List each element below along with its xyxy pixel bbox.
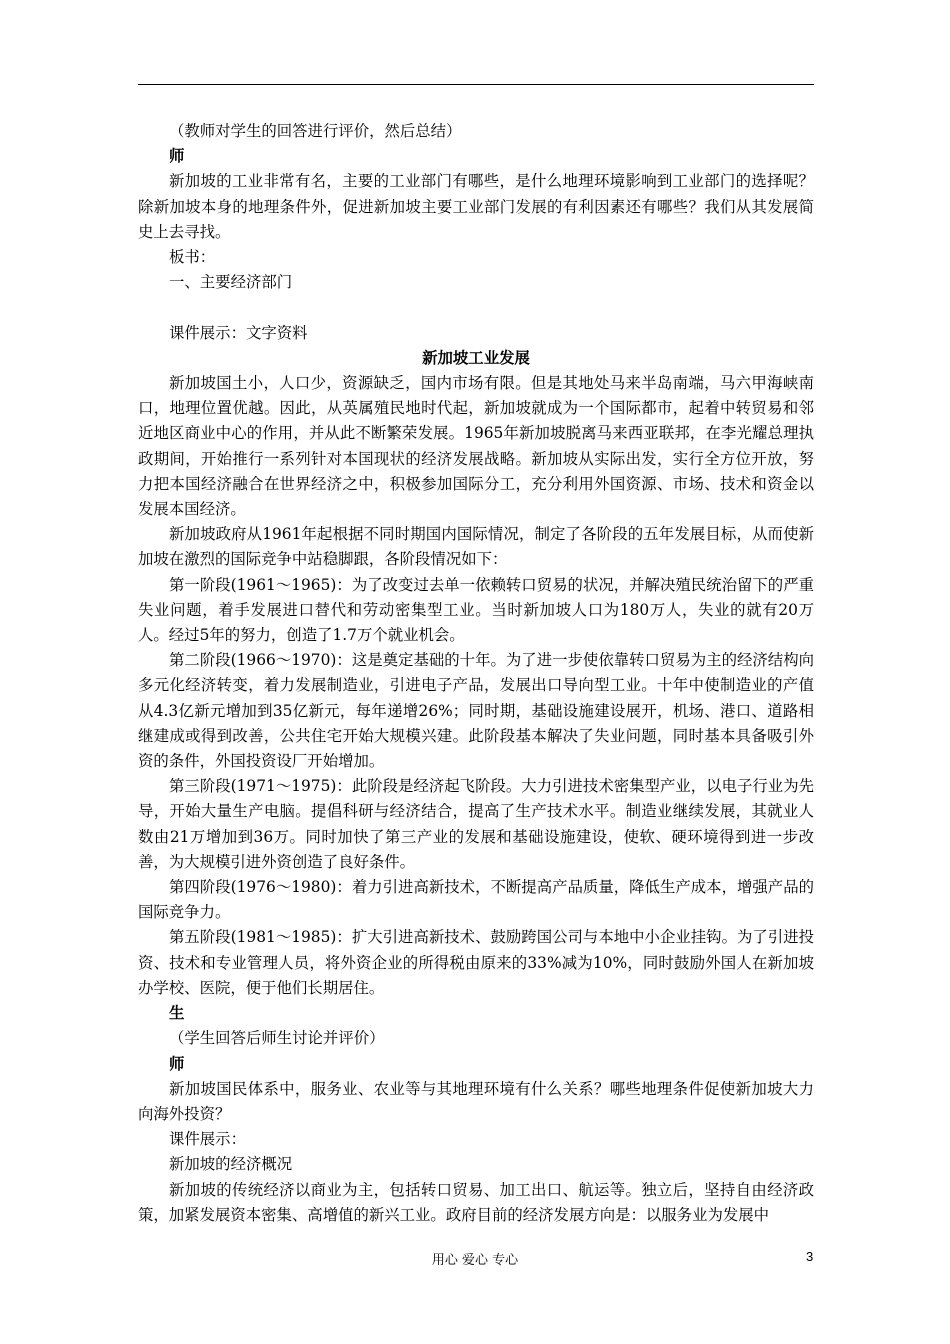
paragraph: 板书： — [169, 248, 216, 267]
paragraph: 新加坡的工业非常有名，主要的工业部门有哪些，是什么地理环境影响到工业部门的选择呢？除新加坡本身的地理条件外，促进新加坡主要工业部门发展的有利因素还有哪些？我们从其发展简史上去寻找。 — [138, 172, 814, 241]
section-title: 新加坡工业发展 — [422, 348, 530, 367]
paragraph: 新加坡国民体系中，服务业、农业等与其地理环境有什么关系？哪些地理条件促使新加坡大力向海外投资？ — [138, 1079, 814, 1123]
speaker-label-teacher: 师 — [169, 147, 185, 166]
paragraph: 新加坡的传统经济以商业为主，包括转口贸易、加工出口、航运等。独立后，坚持自由经济政策，加紧发展资本密集、高增值的新兴工业。政府目前的经济发展方向是：以服务业为发展中 — [138, 1180, 814, 1224]
paragraph: 第三阶段(1971～1975)：此阶段是经济起飞阶段。大力引进技术密集型产业，以电子行业为先导，开始大量生产电脑。提倡科研与经济结合，提高了生产技术水平。制造业继续发展，其就业人数由21万增加到36万。同时加快了第三产业的发展和基础设施建设，使软、硬环境得到进一步改善，为大规模引进外资创造了良好条件。 — [138, 777, 814, 871]
paragraph: 新加坡政府从1961年起根据不同时期国内国际情况，制定了各阶段的五年发展目标，从而使新加坡在激烈的国际竞争中站稳脚跟，各阶段情况如下： — [138, 525, 814, 569]
paragraph: （教师对学生的回答进行评价，然后总结） — [169, 122, 462, 140]
speaker-label-teacher: 师 — [169, 1054, 185, 1073]
paragraph: 课件展示： — [169, 1130, 246, 1149]
header-rule — [138, 84, 814, 85]
page-number: 3 — [806, 1249, 814, 1264]
footer-motto: 用心 爱心 专心 — [431, 1253, 519, 1268]
paragraph: 第四阶段(1976～1980)：着力引进高新技术，不断提高产品质量，降低生产成本，增强产品的国际竞争力。 — [138, 878, 814, 922]
paragraph: 课件展示：文字资料 — [169, 323, 308, 342]
paragraph: 第二阶段(1966～1970)：这是奠定基础的十年。为了进一步使依靠转口贸易为主的经济结构向多元化经济转变，着力发展制造业，引进电子产品，发展出口导向型工业。十年中使制造业的产值从4.3亿新元增加到35亿新元，每年递增26%；同时期，基础设施建设展开，机场、港口、道路相继建成或得到改善，公共住宅开始大规模兴建。此阶段基本解决了失业问题，同时基本具备吸引外资的条件，外国投资设厂开始增加。 — [138, 651, 814, 771]
paragraph: 新加坡国土小，人口少，资源缺乏，国内市场有限。但是其地处马来半岛南端，马六甲海峡南口，地理位置优越。因此，从英属殖民地时代起，新加坡就成为一个国际都市，起着中转贸易和邻近地区商业中心的作用，并从此不断繁荣发展。1965年新加坡脱离马来西亚联邦，在李光耀总理执政期间，开始推行一系列针对本国现状的经济发展战略。新加坡从实际出发，实行全方位开放，努力把本国经济融合在世界经济之中，积极参加国际分工，充分利用外国资源、市场、技术和资金以发展本国经济。 — [138, 374, 814, 519]
spacer — [138, 295, 814, 320]
paragraph: 第五阶段(1981～1985)：扩大引进高新技术、鼓励跨国公司与本地中小企业挂钩。为了引进投资、技术和专业管理人员，将外资企业的所得税由原来的33%减为10%，同时鼓励外国人在新加坡办学校、医院，便于他们长期居住。 — [138, 928, 814, 997]
document-body — [138, 119, 814, 1228]
paragraph: （学生回答后师生讨论并评价） — [169, 1029, 385, 1048]
speaker-label-student: 生 — [169, 1004, 185, 1023]
paragraph: 新加坡的经济概况 — [169, 1155, 293, 1174]
paragraph: 一、主要经济部门 — [169, 273, 293, 292]
paragraph: 第一阶段(1961～1965)：为了改变过去单一依赖转口贸易的状况，并解决殖民统治留下的严重失业问题，着手发展进口替代和劳动密集型工业。当时新加坡人口为180万人，失业的就有20万人。经过5年的努力，创造了1.7万个就业机会。 — [138, 575, 814, 645]
